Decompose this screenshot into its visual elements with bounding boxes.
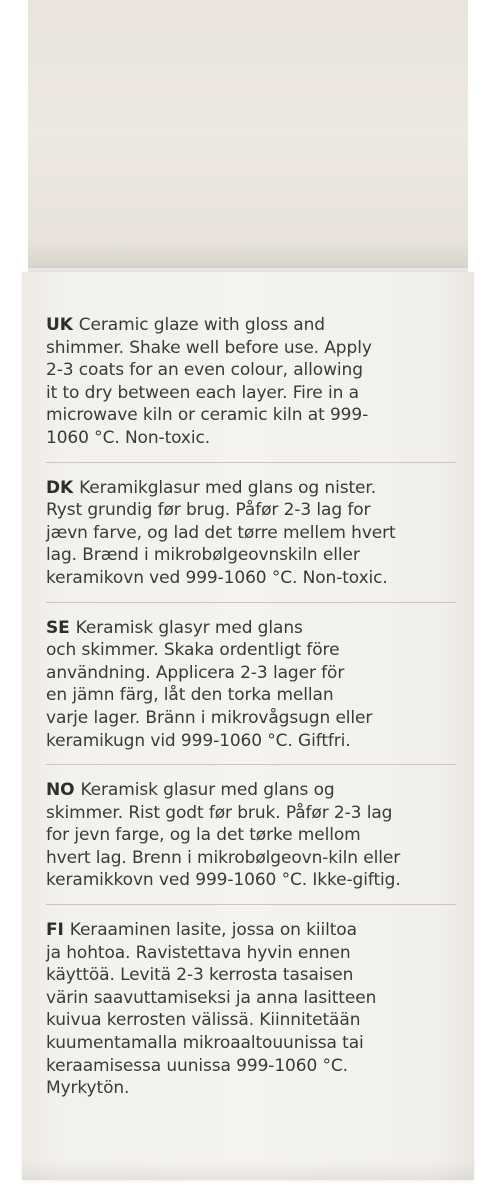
instruction-line: 2-3 coats for an even colour, allowing	[46, 360, 363, 381]
instruction-line: värin saavuttamiseksi ja anna lasitteen	[46, 987, 377, 1008]
section-dk	[46, 477, 456, 603]
instruction-line: ja hohtoa. Ravistettava hyvin ennen	[46, 942, 351, 963]
section-no	[46, 779, 456, 905]
instruction-line: käyttöä. Levitä 2-3 kerrosta tasaisen	[46, 965, 354, 986]
instruction-line: UK Ceramic glaze with gloss and	[46, 315, 325, 335]
instruction-line: 1060 °C. Non-toxic.	[46, 427, 211, 448]
instruction-line: kuivua kerrosten välissä. Kiinnitetään	[46, 1010, 361, 1031]
instruction-line: lag. Brænd i mikrobølgeovnskiln eller	[46, 545, 360, 566]
instruction-line: varje lager. Bränn i mikrovågsugn eller	[46, 707, 373, 728]
instruction-line: NO Keramisk glasur med glans og	[46, 780, 335, 801]
box-bottom-edge	[22, 1160, 474, 1180]
instruction-line: keramikkovn ved 999-1060 °C. Ikke-giftig.	[46, 870, 401, 891]
instruction-line: it to dry between each layer. Fire in a	[46, 382, 359, 403]
instruction-line: FI Keraaminen lasite, jossa on kiiltoa	[46, 920, 357, 941]
instructions-text	[46, 314, 456, 1126]
instruction-line: DK Keramikglasur med glans og nister.	[46, 477, 377, 498]
section-uk	[46, 314, 456, 463]
box-top-flap	[28, 0, 468, 268]
section-se	[46, 617, 456, 766]
instruction-line: jævn farve, og lad det tørre mellem hvert	[46, 522, 396, 543]
language-code: SE	[46, 617, 70, 638]
instruction-line: Ryst grundig før brug. Påfør 2-3 lag for	[46, 500, 371, 521]
instruction-line: kuumentamalla mikroaaltouunissa tai	[46, 1033, 364, 1054]
instruction-line: keramikovn ved 999-1060 °C. Non-toxic.	[46, 567, 388, 588]
section-fi	[46, 919, 456, 1112]
instruction-line: och skimmer. Skaka ordentligt före	[46, 640, 340, 661]
instruction-line: användning. Applicera 2-3 lager för	[46, 662, 345, 683]
instruction-line: hvert lag. Brenn i mikrobølgeovn-kiln eller	[46, 847, 401, 868]
flap-shadow	[28, 240, 468, 274]
instruction-line: Myrkytön.	[46, 1078, 130, 1099]
instruction-line: keraamisessa uunissa 999-1060 °C.	[46, 1055, 348, 1076]
instruction-line: keramikugn vid 999-1060 °C. Giftfri.	[46, 730, 351, 751]
instruction-line: SE Keramisk glasyr med glans	[46, 617, 303, 638]
language-code: FI	[46, 920, 64, 941]
instruction-line: skimmer. Rist godt før bruk. Påfør 2-3 lag	[46, 802, 393, 823]
language-code: NO	[46, 780, 75, 801]
instruction-line: shimmer. Shake well before use. Apply	[46, 337, 372, 358]
instruction-line: en jämn färg, låt den torka mellan	[46, 685, 334, 706]
language-code: UK	[46, 315, 73, 335]
language-code: DK	[46, 477, 74, 498]
instruction-line: for jevn farge, og la det tørke mellom	[46, 825, 361, 846]
instruction-line: microwave kiln or ceramic kiln at 999-	[46, 405, 369, 426]
